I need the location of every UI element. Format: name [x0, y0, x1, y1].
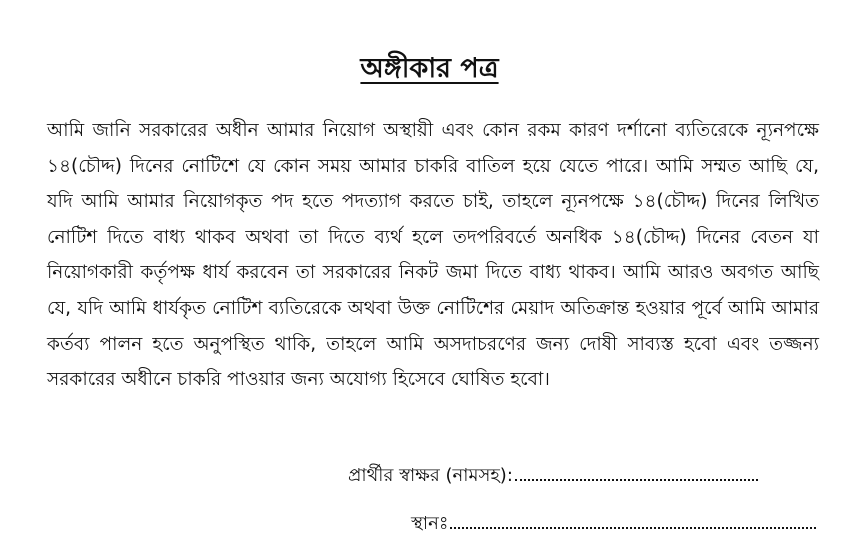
document-title: অঙ্গীকার পত্র — [360, 53, 499, 84]
undertaking-paragraph: আমি জানি সরকারের অধীন আমার নিয়োগ অস্থায়ী এবং কোন রকম কারণ দর্শানো ব্যতিরেকে ন্যূনপক্ষে ১৪(চৌদ্দ) দিনের নোটিশে যে কোন সময় আমার চাকরি বাতিল হয়ে যেতে পারে। আমি সম্মত আছি যে, যদি আমি আমার নিয়োগকৃত পদ হতে পদত্যাগ করতে চাই, তাহলে ন্যূনপক্ষে ১৪(চৌদ্দ) দিনের লিখিত নোটিশ দিতে বাধ্য থাকব অথবা তা দিতে ব্যর্থ হলে তদপরিবর্তে অনধিক ১৪(চৌদ্দ) দিনের বেতন যা নিয়োগকারী কর্তৃপক্ষ ধার্য করবেন তা সরকারের নিকট জমা দিতে বাধ্য থাকব। আমি আরও অবগত আছি যে, যদি আমি ধার্যকৃত নোটিশ ব্যতিরেকে অথবা উক্ত নোটিশের মেয়াদ অতিক্রান্ত হওয়ার পূর্বে আমি আমার কর্তব্য পালন হতে অনুপস্থিত থাকি, তাহলে আমি অসদাচরণের জন্য দোষী সাব্যস্ত হবো এবং তজ্জন্য সরকারের অধীনে চাকরি পাওয়ার জন্য অযোগ্য হিসেবে ঘোষিত হবো। — [47, 120, 819, 391]
signature-row — [348, 461, 758, 492]
place-dotted-line — [450, 509, 816, 529]
signature-dotted-line — [515, 461, 758, 481]
document-title-wrapper — [0, 48, 859, 93]
signature-label: প্রার্থীর স্বাক্ষর (নামসহ): — [348, 465, 513, 486]
place-row — [411, 509, 816, 540]
place-label: স্থানঃ — [411, 513, 449, 534]
